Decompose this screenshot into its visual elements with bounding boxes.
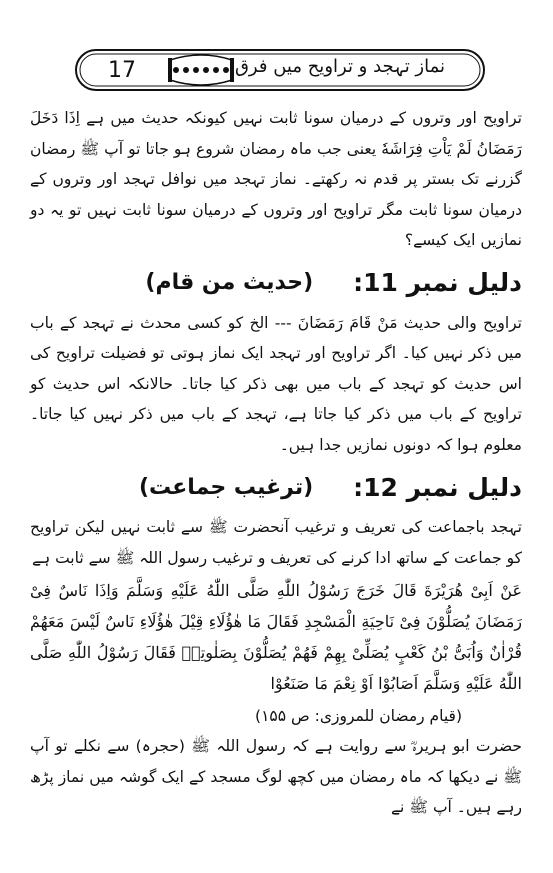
section-heading-12 bbox=[30, 464, 522, 510]
heading-label: دلیل نمبر 12: bbox=[353, 472, 522, 502]
page-body bbox=[30, 103, 522, 823]
page-header bbox=[70, 46, 490, 94]
chapter-title: نماز تہجد و تراویح میں فرق bbox=[234, 56, 446, 77]
paragraph-2: تراویح والی حدیث مَنْ قَامَ رَمَضَانَ --- الخ کو کسی محدث نے تہجد کے باب میں ذکر نہیں کیا۔ اگر تراویح اور تہجد ایک نماز ہوتی تو فضیلت تراویح کی اس حدیث کو تہجد کے باب میں بھی ذکر کیا جاتا۔ حالانکہ اس حدیث کو تراویح کے باب میں ذکر کیا جاتا ہے، تہجد کے باب میں ذکر نہیں کیا جاتا۔ معلوم ہوا کہ دونوں نمازیں جدا ہیں۔ bbox=[30, 313, 522, 454]
arabic-hadith: عَنْ اَبِیْ هُرَیْرَةَ قَالَ خَرَجَ رَسُوْلُ اللّٰهِ صَلَّى اللّٰهُ عَلَيْهِ وَسَلَّمَ وَاِذَا نَاسٌ فِیْ رَمَضَانَ يُصَلُّوْنَ فِیْ نَاحِيَةِ الْمَسْجِدِ فَقَالَ مَا هٰؤُلَاءِ قِيْلَ هٰؤُلَاءِ نَاسٌ لَيْسَ مَعَهُمْ قُرْاٰنٌ وَاُبَیُّ بْنُ كَعْبٍ يُصَلِّیْ بِهِمْ فَهُمْ يُصَلُّوْنَ بِصَلٰوتِهٖ فَقَالَ رَسُوْلُ اللّٰهِ صَلَّى اللّٰهُ عَلَيْهِ وَسَلَّمَ اَصَابُوْا اَوْ نِعْمَ مَا صَنَعُوْا bbox=[30, 581, 522, 693]
heading-subtitle: (حدیث من قام) bbox=[145, 270, 314, 295]
paragraph-4: حضرت ابو ہریرہؓ سے روایت ہے کہ رسول اللہ ﷺ (حجرہ) سے نکلے تو آپ ﷺ نے دیکھا کہ ماہ رمضان میں کچھ لوگ مسجد کے ایک گوشہ میں نماز پڑھ رہے ہیں۔ آپ ﷺ نے bbox=[30, 737, 522, 816]
paragraph-3: تہجد باجماعت کی تعریف و ترغیب آنحضرت ﷺ سے ثابت نہیں لیکن تراویح کو جماعت کے ساتھ ادا کرنے کی تعریف و ترغیب رسول اللہ ﷺ سے ثابت ہے bbox=[30, 518, 522, 567]
section-heading-11 bbox=[30, 260, 522, 306]
page-number: 17 bbox=[108, 58, 136, 83]
paragraph-1: تراویح اور وتروں کے درمیان سونا ثابت نہیں کیونکہ حدیث میں ہے اِذَا دَخَلَ رَمَضَانُ لَمْ یَاْتِ فِرَاشَهٗ یعنی جب ماہ رمضان شروع ہو جاتا تو آپ ﷺ رمضان گزرنے تک بستر پر قدم نہ رکھتے۔ نماز تہجد میں نوافل تہجد اور وتروں کے درمیان سونا ثابت مگر تراویح اور وتروں کے درمیان سونا ثابت نہیں تو یہ دو نمازیں ایک کیسے؟ bbox=[30, 109, 522, 249]
heading-label: دلیل نمبر 11: bbox=[353, 268, 522, 297]
hadith-reference: (قیام رمضان للمروزی: ص ۱۵۵) bbox=[255, 707, 462, 725]
heading-subtitle: (ترغیب جماعت) bbox=[138, 474, 314, 500]
